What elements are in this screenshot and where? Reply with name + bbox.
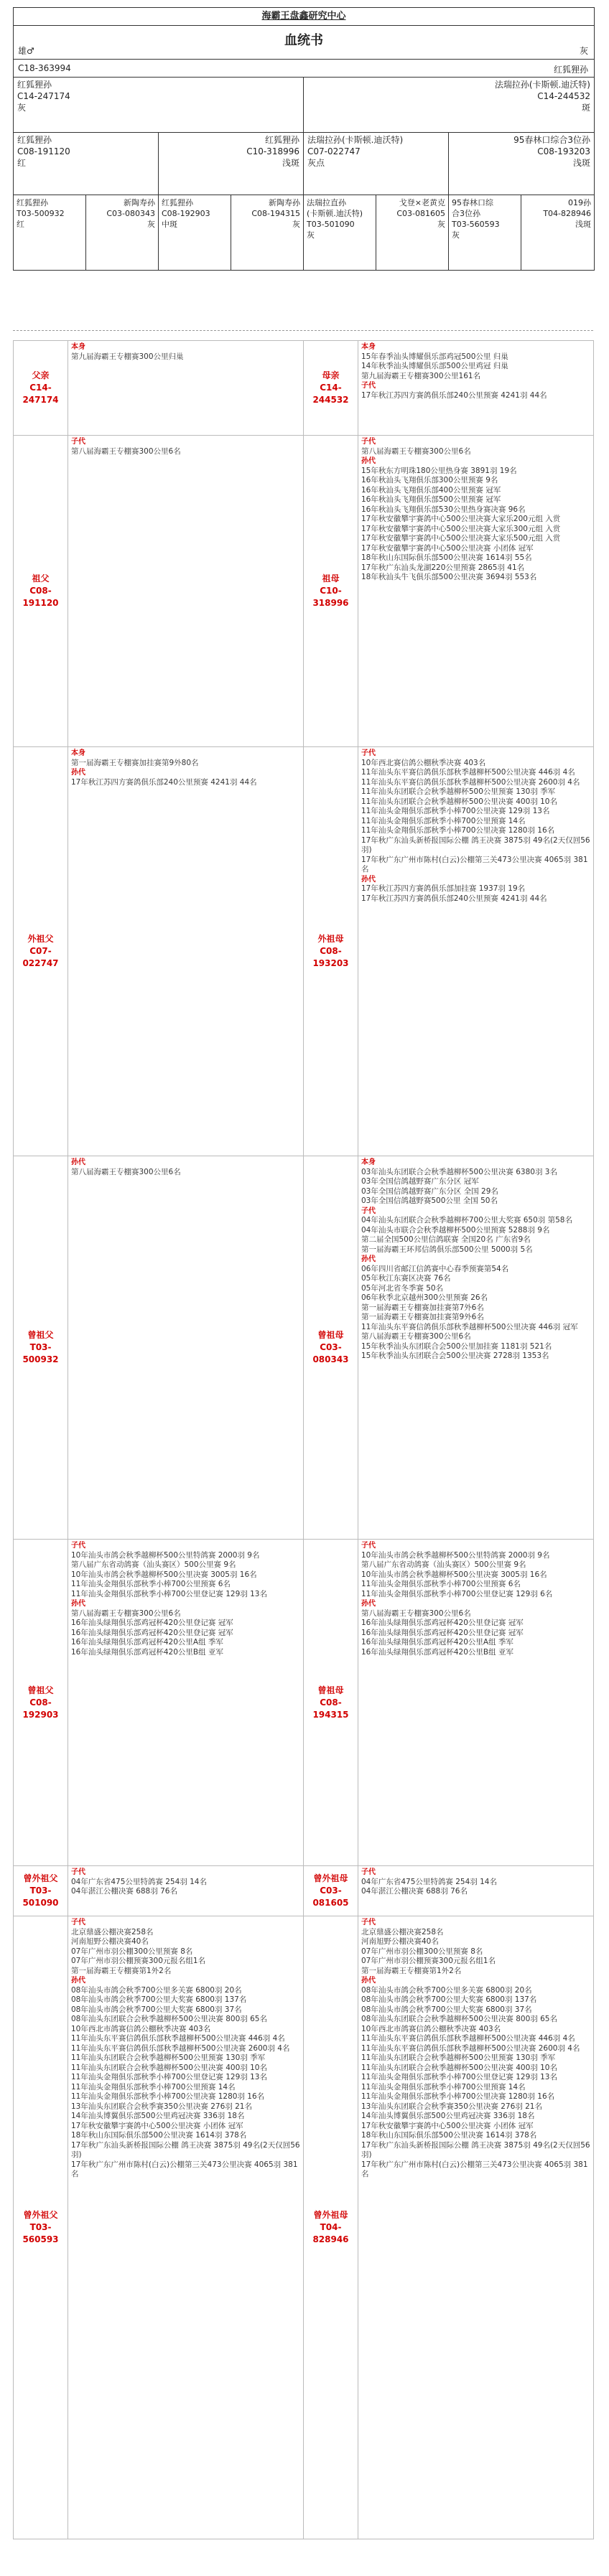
ancestor-line: 灰点 bbox=[307, 158, 325, 168]
ancestor-line: (卡斯顿.迪沃特) bbox=[307, 209, 363, 218]
record-item: 18年秋山东国际俱乐部500公里决赛 1614羽 55名 bbox=[361, 553, 532, 562]
ancestor-line: C08-193203 bbox=[537, 146, 590, 156]
record-item: 第一届海霸王专棚赛加挂赛第9外6名 bbox=[361, 1313, 484, 1321]
record-item: 11年汕头金翔俱乐部秋季小棒700公里预赛 14名 bbox=[361, 816, 526, 825]
record-item: 08年汕头市鸽会秋季700公里多关赛 6800羽 20名 bbox=[361, 1985, 532, 1995]
record-item: 11年汕头东平赛信鸽俱乐部秋季越柳杯500公里决赛 2600羽 4名 bbox=[361, 2043, 580, 2053]
record-item: 17年秋广东汕头新桥报国际公棚 鸽王决赛 3875羽 49名(2天仅回56羽) bbox=[361, 835, 590, 854]
record-item: 11年汕头金翔俱乐部秋季小棒700公里预赛 6名 bbox=[71, 1580, 231, 1588]
ancestor-line: 浅斑 bbox=[572, 158, 590, 168]
record-item: 04年湛江公棚决赛 688羽 76名 bbox=[71, 1887, 177, 1896]
record-item: 16年秋汕头飞翔俱乐部300公里预赛 9名 bbox=[361, 476, 498, 484]
ancestor-line: 戈登×老黄克 bbox=[399, 198, 445, 207]
record-item: 17年秋广东广州市陈村(白云)公棚第三关473公里决赛 4065羽 381名 bbox=[71, 2160, 298, 2178]
relation-label: 祖母 bbox=[322, 573, 340, 584]
ancestor-line: 红狐狸孙 bbox=[162, 198, 193, 207]
record-item: 10年西北赛信鸽公棚秋季决赛 403名 bbox=[361, 758, 486, 767]
record-section-label: 子代 bbox=[71, 1542, 85, 1550]
title-row bbox=[14, 26, 594, 60]
ancestor-line: C03-080343 bbox=[106, 209, 155, 218]
record-item: 11年汕头东团联合会秋季越柳杯500公里决赛 400羽 10名 bbox=[71, 2063, 267, 2072]
pedigree-row bbox=[14, 1916, 594, 2539]
relation-reg-number: C08-193203 bbox=[312, 946, 349, 968]
record-item: 13年汕头东团联合会秋季赛350公里决赛 276羽 21名 bbox=[361, 2102, 542, 2111]
relation-cell bbox=[304, 436, 358, 747]
record-item: 11年汕头东平赛信鸽俱乐部秋季越柳杯500公里决赛 446羽 4名 bbox=[361, 2034, 575, 2043]
record-item: 11年汕头金翔俱乐部秋季小棒700公里登记赛 129羽 6名 bbox=[361, 1589, 553, 1598]
record-item: 07年广州市羽公棚300公里预赛 8名 bbox=[71, 1947, 193, 1956]
self-name: 红狐狸孙 bbox=[553, 65, 588, 75]
record-item: 第八届海霸王专棚赛300公里6名 bbox=[71, 446, 181, 456]
relation-cell bbox=[14, 436, 68, 747]
record-item: 10年汕头市鸽会秋季越柳杯500公里决赛 3005羽 16名 bbox=[361, 1570, 547, 1579]
record-item: 11年汕头东平赛信鸽俱乐部秋季越柳杯500公里决赛 2600羽 4名 bbox=[71, 2043, 290, 2053]
grandparents-row bbox=[14, 133, 594, 195]
ancestor-line: 新陶寿孙 bbox=[124, 198, 155, 207]
ancestor-line: 法瑞拉孙(卡斯顿.迪沃特) bbox=[307, 135, 404, 145]
record-section-label: 子代 bbox=[71, 1868, 85, 1876]
record-item: 11年汕头金翔俱乐部秋季小棒700公里决赛 1280羽 16名 bbox=[361, 826, 555, 835]
relation-cell bbox=[304, 1540, 358, 1866]
ancestor-line: 灰 bbox=[17, 103, 27, 113]
ancestor-line: C10-318996 bbox=[246, 146, 299, 156]
record-item: 17年秋江苏四方赛鸽俱乐部加挂赛 1937羽 19名 bbox=[361, 884, 526, 893]
ancestor-line: C08-192903 bbox=[162, 209, 210, 218]
record-item: 10年汕头市鸽会秋季越柳杯500公里特鸽赛 2000羽 9名 bbox=[71, 1550, 260, 1560]
relation-cell bbox=[14, 1866, 68, 1916]
ancestor-line: C14-247174 bbox=[17, 91, 70, 101]
relation-reg-number: C08-194315 bbox=[312, 1697, 349, 1720]
record-item: 第八届广东省动鸽赛（汕头赛区）500公里赛 9名 bbox=[361, 1560, 526, 1569]
record-item: 第八届海霸王专棚赛300公里6名 bbox=[71, 1167, 181, 1176]
relation-label: 曾外祖母 bbox=[313, 2210, 348, 2220]
divider bbox=[13, 330, 593, 331]
relation-cell bbox=[14, 1916, 68, 2539]
record-item: 05年秋江东赛区决赛 76名 bbox=[361, 1274, 451, 1283]
record-item: 河南旭野公棚决赛40名 bbox=[71, 1937, 149, 1946]
record-cell bbox=[358, 341, 594, 436]
record-item: 07年广州市羽公棚300公里预赛 8名 bbox=[361, 1947, 483, 1956]
relation-cell bbox=[14, 341, 68, 436]
record-item: 16年汕头绿翔俱乐部鸡冠杯420公里B组 亚军 bbox=[361, 1647, 513, 1657]
record-item: 第二届全国500公里信鸽联赛 全国20名 广东省9名 bbox=[361, 1235, 531, 1244]
record-item: 14年汕头博翼俱乐部500公里鸡冠决赛 336羽 18名 bbox=[361, 2112, 535, 2120]
record-item: 16年秋汕头飞翔俱乐部400公里预赛 冠军 bbox=[361, 485, 501, 495]
record-section-label: 孙代 bbox=[361, 1600, 376, 1608]
ancestor-cell bbox=[86, 195, 159, 270]
record-item: 17年秋广东广州市陈村(白云)公棚第三关473公里决赛 4065羽 381名 bbox=[361, 855, 588, 874]
record-cell bbox=[68, 341, 304, 436]
relation-label: 祖父 bbox=[32, 573, 50, 584]
record-item: 10年汕头市鸽会秋季越柳杯500公里决赛 3005羽 16名 bbox=[71, 1570, 257, 1579]
ancestor-line: C08-191120 bbox=[17, 146, 70, 156]
record-item: 10年西北市鸽赛信鸽公棚秋季决赛 403名 bbox=[361, 2024, 501, 2033]
relation-label: 外祖父 bbox=[27, 934, 54, 944]
relation-cell bbox=[14, 1540, 68, 1866]
record-section-label: 本身 bbox=[361, 343, 376, 351]
ancestor-line: T03-501090 bbox=[307, 220, 355, 229]
record-item: 11年汕头东团联合会秋季越柳杯500公里预赛 130羽 季军 bbox=[361, 2053, 556, 2062]
record-section-label: 子代 bbox=[361, 438, 376, 446]
record-item: 05年河北省冬季赛 50名 bbox=[361, 1283, 444, 1293]
record-item: 11年汕头金翔俱乐部秋季小棒700公里预赛 6名 bbox=[361, 1580, 521, 1588]
pedigree-header bbox=[13, 7, 595, 271]
record-item: 17年秋江苏四方赛鸽俱乐部240公里预赛 4241羽 44名 bbox=[361, 390, 547, 400]
record-cell bbox=[68, 1916, 304, 2539]
record-item: 16年汕头绿翔俱乐部鸡冠杯420公里登记赛 冠军 bbox=[361, 1628, 524, 1637]
record-section-label: 孙代 bbox=[71, 1600, 85, 1608]
record-section-label: 孙代 bbox=[71, 1977, 85, 1985]
record-item: 16年秋汕头飞翔俱乐部500公里预赛 冠军 bbox=[361, 495, 501, 504]
ancestor-line: 浅斑 bbox=[282, 158, 299, 168]
relation-reg-number: C07-022747 bbox=[22, 946, 59, 968]
ancestor-cell bbox=[159, 195, 231, 270]
record-item: 06年四川省邮江信鸽赛中心春季预赛第54名 bbox=[361, 1264, 509, 1273]
record-section-label: 本身 bbox=[71, 749, 85, 757]
record-section-label: 子代 bbox=[361, 1868, 376, 1876]
record-item: 18年秋汕头牛飞俱乐部500公里决赛 3694羽 553名 bbox=[361, 573, 537, 581]
record-item: 08年汕头市鸽会秋季700公里大奖赛 6800羽 37名 bbox=[361, 2005, 532, 2014]
record-item: 08年汕头市鸽会秋季700公里多关赛 6800羽 20名 bbox=[71, 1985, 242, 1995]
record-item: 11年汕头东平赛信鸽俱乐部秋季越柳杯500公里决赛 2600羽 4名 bbox=[361, 777, 580, 787]
record-item: 10年汕头市鸽会秋季越柳杯500公里特鸽赛 2000羽 9名 bbox=[361, 1550, 550, 1560]
color-label: 灰 bbox=[579, 46, 588, 56]
relation-reg-number: C03-080343 bbox=[312, 1342, 349, 1364]
record-item: 14年秋季汕头博耀俱乐部500公里鸡冠 归巢 bbox=[361, 362, 508, 370]
record-item: 03年全国信鸽越野赛广东分区 冠军 bbox=[361, 1177, 479, 1186]
relation-label: 曾祖父 bbox=[27, 1685, 54, 1695]
record-item: 16年汕头绿翔俱乐部鸡冠杯420公里登记赛 冠军 bbox=[361, 1619, 524, 1627]
pedigree-row bbox=[14, 341, 594, 436]
record-item: 11年汕头金翔俱乐部秋季小棒700公里预赛 14名 bbox=[361, 2082, 526, 2092]
relation-cell bbox=[304, 1156, 358, 1540]
relation-label: 曾祖母 bbox=[317, 1330, 344, 1340]
record-section-label: 子代 bbox=[71, 438, 85, 446]
record-item: 11年汕头东平赛信鸽俱乐部秋季越柳杯500公里决赛 446羽 4名 bbox=[71, 2034, 285, 2043]
relation-label: 外祖母 bbox=[317, 934, 344, 944]
ancestor-line: 灰 bbox=[307, 230, 315, 240]
record-item: 第八届广东省动鸽赛（汕头赛区）500公里赛 9名 bbox=[71, 1560, 236, 1569]
relation-reg-number: C03-081605 bbox=[312, 1886, 349, 1908]
record-item: 16年汕头绿翔俱乐部鸡冠杯420公里A组 季军 bbox=[361, 1638, 513, 1647]
record-item: 北京鼎盛公棚决赛258名 bbox=[361, 1927, 444, 1936]
record-item: 河南旭野公棚决赛40名 bbox=[361, 1937, 439, 1946]
record-item: 06年秋季北京越州300公里预赛 26名 bbox=[361, 1293, 488, 1302]
record-item: 17年秋广东广州市陈村(白云)公棚第三关473公里决赛 4065羽 381名 bbox=[361, 2160, 588, 2178]
record-cell bbox=[358, 1916, 594, 2539]
ancestor-cell bbox=[304, 195, 376, 270]
ancestor-line: 红狐狸孙 bbox=[17, 80, 52, 90]
relation-label: 曾外祖母 bbox=[313, 1873, 348, 1883]
sex-label: 雄♂ bbox=[18, 46, 34, 56]
record-item: 16年汕头绿翔俱乐部鸡冠杯420公里A组 季军 bbox=[71, 1638, 223, 1647]
record-section-label: 子代 bbox=[361, 1919, 376, 1926]
record-cell bbox=[358, 436, 594, 747]
record-item: 07年广州市羽公棚预赛300元报名组1名 bbox=[71, 1957, 206, 1965]
ancestor-cell bbox=[521, 195, 594, 270]
ancestor-cell bbox=[14, 195, 86, 270]
relation-cell bbox=[304, 341, 358, 436]
pedigree-records-table bbox=[13, 340, 594, 2539]
relation-label: 曾外祖父 bbox=[23, 2210, 58, 2220]
record-item: 16年汕头绿翔俱乐部鸡冠杯420公里B组 亚军 bbox=[71, 1647, 223, 1657]
record-item: 11年汕头金翔俱乐部秋季小棒700公里登记赛 129羽 13名 bbox=[361, 2073, 557, 2081]
record-cell bbox=[68, 1540, 304, 1866]
great-grandparents-row bbox=[14, 195, 594, 270]
ancestor-cell bbox=[449, 133, 594, 195]
ancestor-line: 灰 bbox=[452, 230, 460, 240]
self-row bbox=[14, 60, 594, 78]
ancestor-cell bbox=[14, 78, 304, 132]
relation-reg-number: C14-247174 bbox=[22, 383, 59, 405]
ancestor-line: T04-828946 bbox=[543, 209, 591, 218]
ancestor-line: C14-244532 bbox=[537, 91, 590, 101]
record-item: 18年秋山东国际俱乐部500公里决赛 1614羽 378名 bbox=[361, 2131, 537, 2140]
ancestor-line: T03-500932 bbox=[17, 209, 65, 218]
record-item: 17年秋安徽攀宇赛鸽中心500公里决赛大家乐500元组 入赏 bbox=[361, 534, 561, 543]
ancestor-line: 红狐狸孙 bbox=[264, 135, 299, 145]
record-item: 18年秋山东国际俱乐部500公里决赛 1614羽 378名 bbox=[71, 2131, 247, 2140]
record-item: 11年汕头东平赛信鸽俱乐部秋季越柳杯500公里决赛 446羽 4名 bbox=[361, 768, 575, 777]
record-item: 北京鼎盛公棚决赛258名 bbox=[71, 1927, 154, 1936]
relation-label: 父亲 bbox=[32, 370, 50, 380]
record-item: 11年汕头金翔俱乐部秋季小棒700公里决赛 1280羽 16名 bbox=[361, 2092, 555, 2101]
org-name: 海霸王盘鑫研究中心 bbox=[14, 8, 594, 26]
ancestor-line: C07-022747 bbox=[307, 146, 361, 156]
relation-label: 母亲 bbox=[322, 370, 340, 380]
ancestor-line: 95春林口综 bbox=[452, 198, 493, 207]
ancestor-line: 新陶寿孙 bbox=[269, 198, 300, 207]
record-cell bbox=[68, 436, 304, 747]
relation-reg-number: C08-191120 bbox=[22, 586, 59, 608]
relation-cell bbox=[14, 747, 68, 1156]
record-item: 17年秋安徽攀宇赛鸽中心500公里决赛 小团体 冠军 bbox=[71, 2121, 243, 2130]
record-section-label: 子代 bbox=[361, 382, 376, 390]
record-item: 15年秋东方明珠180公里热身赛 3891羽 19名 bbox=[361, 466, 517, 475]
record-item: 第九届海霸王专棚赛300公里161名 bbox=[361, 371, 481, 380]
pedigree-row bbox=[14, 436, 594, 747]
ancestor-line: T03-560593 bbox=[452, 220, 500, 229]
record-section-label: 子代 bbox=[361, 1542, 376, 1550]
ancestor-line: 斑 bbox=[581, 103, 590, 113]
ancestor-line: 红狐狸孙 bbox=[17, 135, 52, 145]
record-item: 10年西北市鸽赛信鸽公棚秋季决赛 403名 bbox=[71, 2024, 211, 2033]
ancestor-line: 95春林口综合3位孙 bbox=[513, 135, 590, 145]
record-cell bbox=[358, 1540, 594, 1866]
record-item: 17年秋安徽攀宇赛鸽中心500公里决赛大家乐200元组 入赏 bbox=[361, 515, 561, 523]
relation-label: 曾外祖父 bbox=[23, 1873, 58, 1883]
relation-cell bbox=[304, 1916, 358, 2539]
record-section-label: 孙代 bbox=[361, 1977, 376, 1985]
record-cell bbox=[68, 1866, 304, 1916]
record-item: 15年春季汕头博耀俱乐部鸡冠500公里 归巢 bbox=[361, 352, 508, 361]
record-item: 13年汕头东团联合会秋季赛350公里决赛 276羽 21名 bbox=[71, 2102, 252, 2111]
ancestor-line: 法瑞拉直孙 bbox=[307, 198, 346, 207]
record-item: 16年秋汕头飞翔俱乐部530公里热身赛决赛 96名 bbox=[361, 505, 526, 514]
record-cell bbox=[358, 747, 594, 1156]
record-item: 04年广东省475公里特鸽赛 254羽 14名 bbox=[71, 1877, 207, 1886]
ancestor-cell bbox=[304, 78, 594, 132]
record-section-label: 孙代 bbox=[361, 1255, 376, 1263]
record-item: 03年汕头东团联合会秋季越柳杯500公里决赛 6380羽 3名 bbox=[361, 1167, 557, 1176]
pedigree-row bbox=[14, 1540, 594, 1866]
ancestor-line: 浅斑 bbox=[575, 220, 591, 229]
record-section-label: 子代 bbox=[361, 1207, 376, 1215]
relation-label: 曾祖父 bbox=[27, 1330, 54, 1340]
pedigree-row bbox=[14, 1866, 594, 1916]
record-item: 11年汕头东团联合会秋季越柳杯500公里预赛 130羽 季军 bbox=[71, 2053, 266, 2062]
relation-reg-number: T03-560593 bbox=[22, 2222, 59, 2244]
record-item: 08年汕头市鸽会秋季700公里大奖赛 6800羽 137名 bbox=[361, 1995, 537, 2004]
record-item: 17年秋江苏四方赛鸽俱乐部240公里预赛 4241羽 44名 bbox=[361, 894, 547, 903]
record-cell bbox=[358, 1866, 594, 1916]
record-item: 第一届海霸王专棚赛第1外2名 bbox=[361, 1966, 462, 1975]
record-cell bbox=[68, 747, 304, 1156]
record-item: 08年汕头市鸽会秋季700公里大奖赛 6800羽 137名 bbox=[71, 1995, 247, 2004]
record-item: 第八届海霸王专棚赛300公里6名 bbox=[361, 446, 471, 456]
record-item: 14年汕头博翼俱乐部500公里鸡冠决赛 336羽 18名 bbox=[71, 2112, 245, 2120]
relation-reg-number: T03-500932 bbox=[22, 1342, 59, 1364]
record-cell bbox=[68, 1156, 304, 1540]
record-item: 08年汕头东团联合会秋季越柳杯500公里决赛 800羽 65名 bbox=[361, 2015, 557, 2023]
record-item: 17年秋安徽攀宇赛鸽中心500公里决赛 小团体 冠军 bbox=[361, 543, 534, 553]
record-section-label: 孙代 bbox=[361, 875, 376, 884]
record-item: 17年秋安徽攀宇赛鸽中心500公里决赛 小团体 冠军 bbox=[361, 2121, 534, 2130]
ancestor-line: 灰 bbox=[292, 220, 300, 229]
ancestor-line: 019孙 bbox=[568, 198, 591, 207]
record-item: 17年秋安徽攀宇赛鸽中心500公里决赛大家乐300元组 入赏 bbox=[361, 524, 561, 533]
record-item: 08年汕头市鸽会秋季700公里大奖赛 6800羽 37名 bbox=[71, 2005, 242, 2014]
record-section-label: 子代 bbox=[361, 749, 376, 757]
record-item: 11年汕头东团联合会秋季越柳杯500公里预赛 130羽 季军 bbox=[361, 787, 556, 796]
ancestor-line: 中斑 bbox=[162, 220, 177, 229]
record-item: 08年汕头东团联合会秋季越柳杯500公里决赛 800羽 65名 bbox=[71, 2015, 267, 2023]
relation-reg-number: T03-501090 bbox=[22, 1886, 59, 1908]
record-item: 11年汕头金翔俱乐部秋季小棒700公里预赛 14名 bbox=[71, 2082, 236, 2092]
record-item: 17年秋江苏四方赛鸽俱乐部240公里预赛 4241羽 44名 bbox=[71, 777, 257, 787]
record-item: 第一届海霸王专棚赛第1外2名 bbox=[71, 1966, 172, 1975]
record-item: 03年全国信鸽越野赛500公里 全国 50名 bbox=[361, 1196, 498, 1205]
record-item: 17年秋广东汕头龙湖220公里预赛 2865羽 41名 bbox=[361, 563, 525, 572]
ancestor-line: C03-081605 bbox=[396, 209, 445, 218]
ancestor-cell bbox=[14, 133, 159, 195]
ancestor-line: 灰 bbox=[147, 220, 155, 229]
record-section-label: 本身 bbox=[361, 1158, 376, 1166]
record-item: 第八届海霸王专棚赛300公里6名 bbox=[361, 1332, 471, 1341]
record-item: 11年汕头东团联合会秋季越柳杯500公里决赛 400羽 10名 bbox=[361, 2063, 557, 2072]
record-item: 16年汕头绿翔俱乐部鸡冠杯420公里登记赛 冠军 bbox=[71, 1628, 233, 1637]
record-item: 11年汕头东团联合会秋季越柳杯500公里决赛 400羽 10名 bbox=[361, 797, 557, 806]
record-section-label: 孙代 bbox=[71, 1158, 85, 1166]
record-item: 11年汕头金翔俱乐部秋季小棒700公里决赛 129羽 13名 bbox=[361, 807, 550, 815]
record-item: 04年汕头市联合会秋季越柳杯500公里预赛 5288羽 9名 bbox=[361, 1225, 550, 1235]
record-item: 16年汕头绿翔俱乐部鸡冠杯420公里登记赛 冠军 bbox=[71, 1619, 233, 1627]
record-item: 04年广东省475公里特鸽赛 254羽 14名 bbox=[361, 1877, 497, 1886]
self-reg-number: C18-363994 bbox=[18, 63, 71, 73]
ancestor-cell bbox=[304, 133, 449, 195]
record-item: 11年汕头金翔俱乐部秋季小棒700公里登记赛 129羽 13名 bbox=[71, 2073, 267, 2081]
ancestor-cell bbox=[376, 195, 449, 270]
record-item: 11年汕头东平赛信鸽俱乐部秋季越柳杯500公里决赛 446羽 冠军 bbox=[361, 1322, 578, 1331]
record-item: 第八届海霸王专棚赛300公里6名 bbox=[361, 1608, 471, 1618]
ancestor-line: 红 bbox=[17, 158, 27, 168]
record-item: 15年秋季汕头东团联合会500公里决赛 2728羽 1353名 bbox=[361, 1352, 549, 1360]
relation-reg-number: C08-192903 bbox=[22, 1697, 59, 1720]
record-item: 第八届海霸王专棚赛300公里6名 bbox=[71, 1608, 181, 1618]
record-item: 11年汕头金翔俱乐部秋季小棒700公里登记赛 129羽 13名 bbox=[71, 1589, 267, 1598]
pedigree-row bbox=[14, 747, 594, 1156]
record-item: 04年湛江公棚决赛 688羽 76名 bbox=[361, 1887, 468, 1896]
relation-cell bbox=[14, 1156, 68, 1540]
ancestor-line: 红狐狸孙 bbox=[17, 198, 48, 207]
record-section-label: 子代 bbox=[71, 1919, 85, 1926]
ancestor-cell bbox=[231, 195, 304, 270]
ancestor-line: C08-194315 bbox=[251, 209, 300, 218]
ancestor-line: 红 bbox=[17, 220, 24, 229]
document-title: 血统书 bbox=[284, 33, 323, 48]
record-item: 第一届海霸王专棚赛加挂赛第7外6名 bbox=[361, 1303, 484, 1312]
relation-cell bbox=[304, 1866, 358, 1916]
record-section-label: 本身 bbox=[71, 343, 85, 351]
ancestor-line: 合3位孙 bbox=[452, 209, 480, 218]
parents-row bbox=[14, 78, 594, 133]
ancestor-cell bbox=[449, 195, 521, 270]
relation-reg-number: C10-318996 bbox=[312, 586, 349, 608]
relation-reg-number: T04-828946 bbox=[312, 2222, 349, 2244]
ancestor-line: 法瑞拉孙(卡斯顿.迪沃特) bbox=[494, 80, 590, 90]
record-item: 07年广州市羽公棚预赛300元报名组1名 bbox=[361, 1957, 496, 1965]
record-item: 第一届海霸王环邦信鸽俱乐部500公里 5000羽 5名 bbox=[361, 1245, 533, 1254]
record-section-label: 孙代 bbox=[361, 457, 376, 465]
relation-cell bbox=[304, 747, 358, 1156]
record-item: 04年汕头东团联合会秋季越柳杯700公里大奖赛 650羽 第58名 bbox=[361, 1216, 572, 1224]
relation-reg-number: C14-244532 bbox=[312, 383, 349, 405]
ancestor-line: 灰 bbox=[437, 220, 445, 229]
record-item: 第九届海霸王专棚赛300公里归巢 bbox=[71, 352, 184, 361]
pedigree-row bbox=[14, 1156, 594, 1540]
record-cell bbox=[358, 1156, 594, 1540]
relation-label: 曾祖母 bbox=[317, 1685, 344, 1695]
record-item: 17年秋广东汕头新桥报国际公棚 鸽王决赛 3875羽 49名(2天仅回56羽) bbox=[361, 2140, 590, 2159]
ancestor-cell bbox=[159, 133, 304, 195]
record-item: 15年秋季汕头东团联合会500公里加挂赛 1181羽 521名 bbox=[361, 1341, 552, 1351]
record-item: 17年秋广东汕头新桥报国际公棚 鸽王决赛 3875羽 49名(2天仅回56羽) bbox=[71, 2140, 300, 2159]
record-item: 11年汕头金翔俱乐部秋季小棒700公里决赛 1280羽 16名 bbox=[71, 2092, 265, 2101]
record-item: 第一届海霸王专棚赛加挂赛第9外80名 bbox=[71, 758, 199, 767]
record-item: 03年全国信鸽越野赛广东分区 全国 29名 bbox=[361, 1186, 498, 1196]
record-section-label: 孙代 bbox=[71, 769, 85, 777]
